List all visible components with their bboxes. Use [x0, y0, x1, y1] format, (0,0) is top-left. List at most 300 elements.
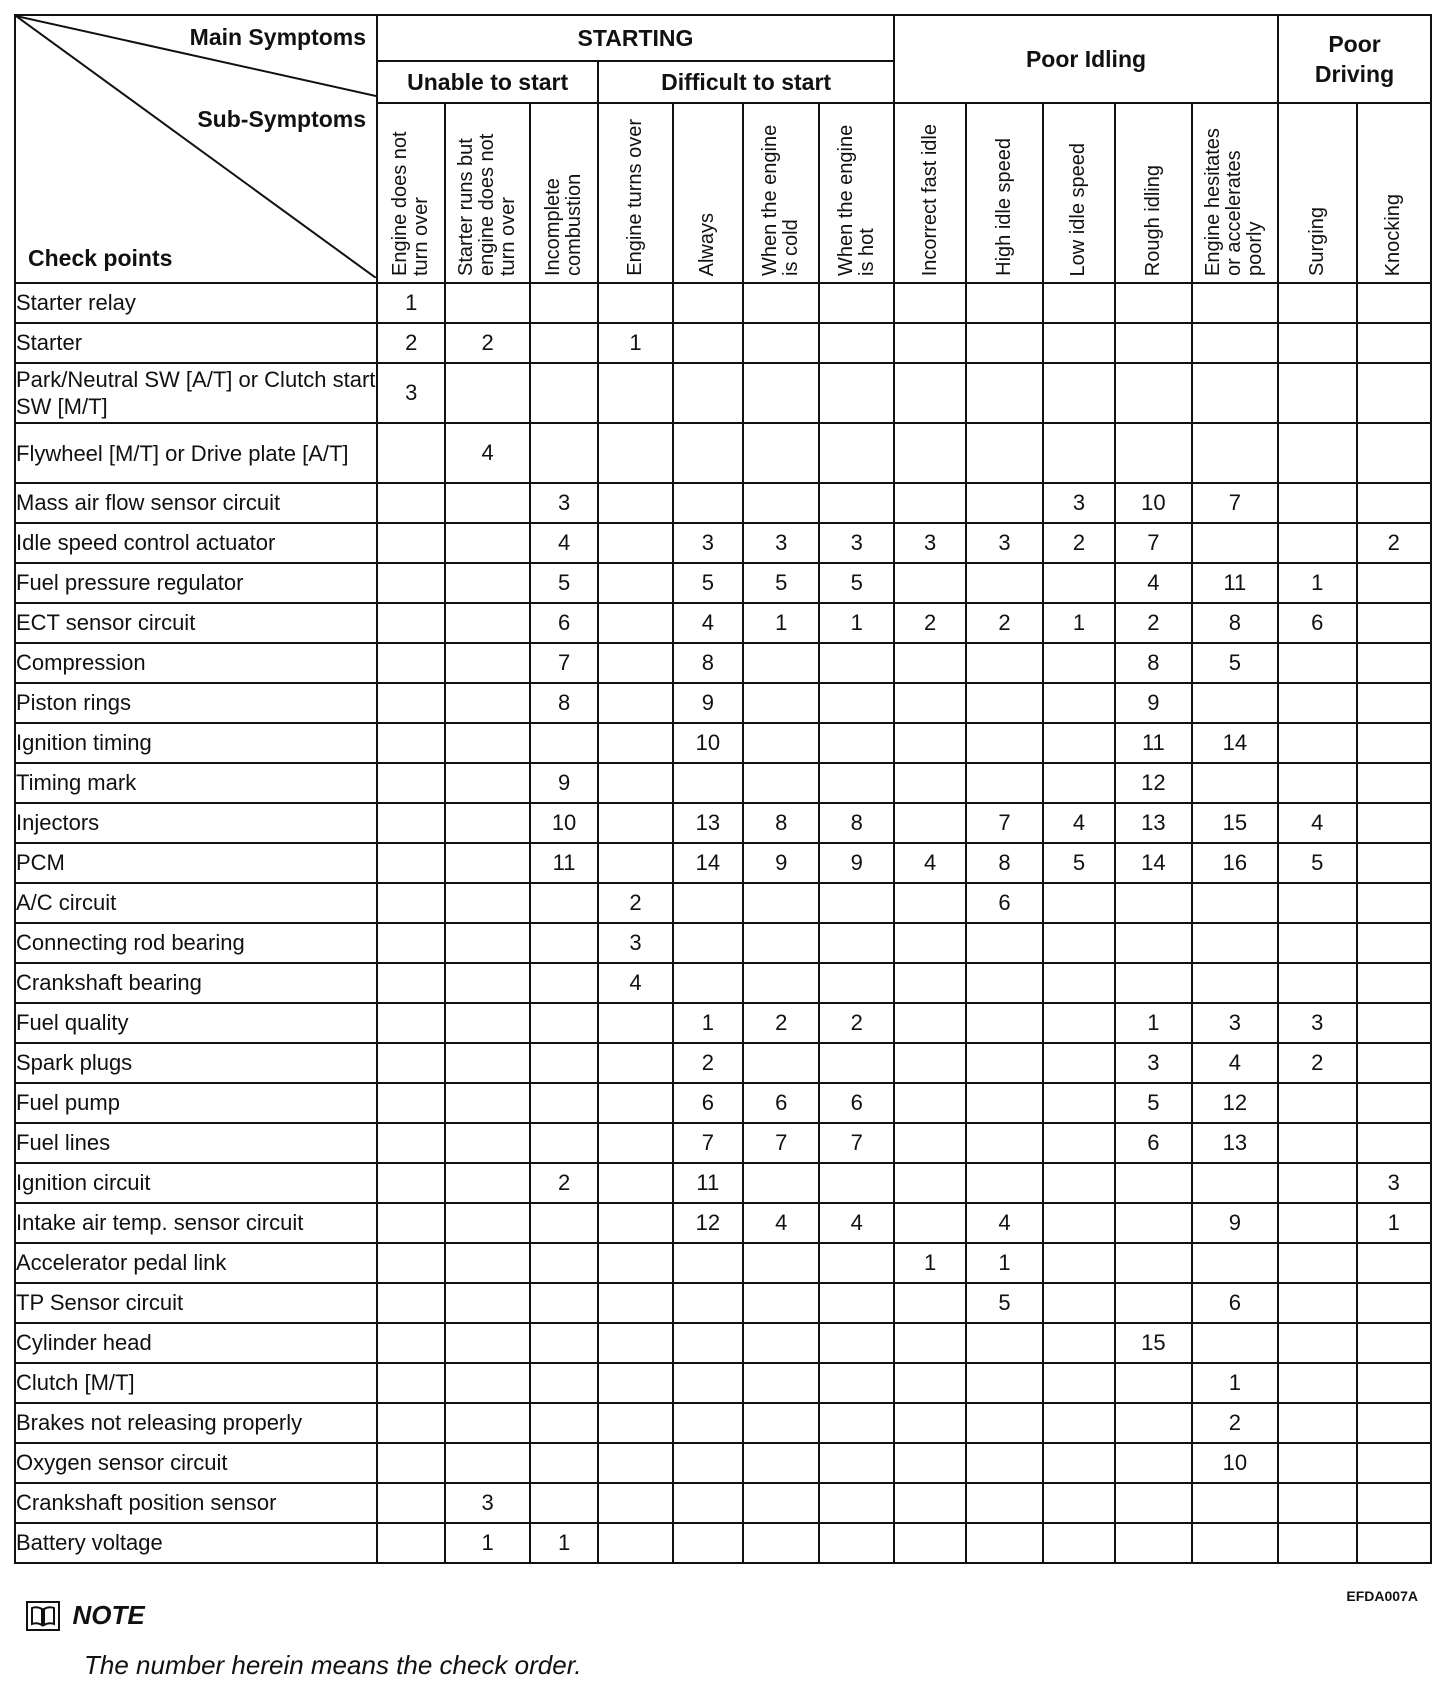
sub-symptom-header: [743, 103, 819, 283]
check-order-cell: [1357, 563, 1432, 603]
check-order-cell: [1115, 923, 1191, 963]
check-order-cell: [1278, 643, 1356, 683]
table-row: [15, 923, 1431, 963]
check-order-cell: 2: [819, 1003, 893, 1043]
check-order-cell: [445, 843, 529, 883]
check-order-cell: 3: [377, 363, 445, 423]
check-order-cell: [673, 1363, 743, 1403]
check-order-cell: [894, 323, 966, 363]
check-point-label: Clutch [M/T]: [15, 1363, 377, 1403]
check-order-cell: 9: [743, 843, 819, 883]
check-order-cell: 3: [1192, 1003, 1278, 1043]
check-order-cell: 3: [598, 923, 672, 963]
check-order-cell: [894, 1283, 966, 1323]
check-order-cell: [1357, 1003, 1432, 1043]
check-order-cell: [673, 1483, 743, 1523]
check-point-label: Starter: [15, 323, 377, 363]
check-order-cell: [894, 963, 966, 1003]
sub-symptom-label: Engine hesitates or accelerates poorly: [1202, 128, 1267, 276]
check-order-cell: 3: [1357, 1163, 1432, 1203]
check-order-cell: [1278, 1083, 1356, 1123]
check-order-cell: [377, 1243, 445, 1283]
check-order-cell: [743, 283, 819, 323]
check-order-cell: [743, 1163, 819, 1203]
sub-symptom-header: [966, 103, 1042, 283]
check-order-cell: [530, 1283, 598, 1323]
check-order-cell: [673, 363, 743, 423]
check-order-cell: [1043, 363, 1115, 423]
check-order-cell: [966, 963, 1042, 1003]
check-order-cell: [673, 763, 743, 803]
check-order-cell: [819, 643, 893, 683]
check-order-cell: 13: [1115, 803, 1191, 843]
check-order-cell: [598, 723, 672, 763]
check-order-cell: [1357, 483, 1432, 523]
check-order-cell: [819, 763, 893, 803]
check-order-cell: [1192, 1243, 1278, 1283]
check-point-label: Oxygen sensor circuit: [15, 1443, 377, 1483]
check-order-cell: [1357, 1083, 1432, 1123]
check-order-cell: [1278, 1203, 1356, 1243]
check-order-cell: 1: [1278, 563, 1356, 603]
check-order-cell: [445, 683, 529, 723]
table-row: [15, 683, 1431, 723]
check-point-label: Piston rings: [15, 683, 377, 723]
check-order-cell: [1278, 1363, 1356, 1403]
check-order-cell: [1357, 1443, 1432, 1483]
check-order-cell: [598, 1483, 672, 1523]
check-order-cell: [743, 723, 819, 763]
check-order-cell: [743, 923, 819, 963]
check-order-cell: [743, 1243, 819, 1283]
check-order-cell: 1: [1115, 1003, 1191, 1043]
check-order-cell: 4: [673, 603, 743, 643]
check-point-label: Battery voltage: [15, 1523, 377, 1563]
check-order-cell: 4: [966, 1203, 1042, 1243]
sub-symptom-header: [1115, 103, 1191, 283]
check-order-cell: [743, 963, 819, 1003]
check-order-cell: [598, 1003, 672, 1043]
check-point-label: Timing mark: [15, 763, 377, 803]
check-order-cell: [445, 1163, 529, 1203]
check-order-cell: [894, 683, 966, 723]
check-order-cell: [1357, 423, 1432, 483]
check-order-cell: 5: [530, 563, 598, 603]
check-order-cell: [1192, 523, 1278, 563]
check-order-cell: [743, 363, 819, 423]
check-order-cell: 7: [819, 1123, 893, 1163]
check-order-cell: 4: [1192, 1043, 1278, 1083]
sub-symptom-label: When the engine is cold: [759, 124, 803, 276]
check-order-cell: 8: [530, 683, 598, 723]
check-order-cell: 9: [1115, 683, 1191, 723]
check-order-cell: [894, 1123, 966, 1163]
check-order-cell: [894, 1443, 966, 1483]
sub-symptom-label: Incorrect fast idle: [918, 123, 941, 276]
check-order-cell: [894, 1523, 966, 1563]
check-order-cell: [894, 643, 966, 683]
check-order-cell: [1357, 763, 1432, 803]
check-order-cell: [1115, 423, 1191, 483]
check-point-label: Ignition circuit: [15, 1163, 377, 1203]
check-order-cell: [1043, 1363, 1115, 1403]
check-order-cell: [1043, 1003, 1115, 1043]
check-order-cell: 6: [673, 1083, 743, 1123]
sub-symptom-label: Engine turns over: [623, 119, 646, 276]
check-order-cell: 2: [1278, 1043, 1356, 1083]
check-order-cell: 3: [673, 523, 743, 563]
check-order-cell: 5: [1278, 843, 1356, 883]
check-order-cell: [743, 423, 819, 483]
table-row: [15, 1323, 1431, 1363]
check-order-cell: [377, 1083, 445, 1123]
check-order-cell: 1: [377, 283, 445, 323]
check-order-cell: [966, 1363, 1042, 1403]
check-order-cell: [743, 1443, 819, 1483]
check-order-cell: [1357, 683, 1432, 723]
check-order-cell: [966, 1323, 1042, 1363]
check-order-cell: [1357, 323, 1432, 363]
check-order-cell: [445, 603, 529, 643]
check-order-cell: [377, 1283, 445, 1323]
check-order-cell: [673, 1283, 743, 1323]
check-order-cell: [1192, 1483, 1278, 1523]
check-order-cell: [673, 323, 743, 363]
check-order-cell: [894, 1083, 966, 1123]
sub-symptom-header: [377, 103, 445, 283]
check-order-cell: 8: [819, 803, 893, 843]
table-row: [15, 1523, 1431, 1563]
check-order-cell: [445, 883, 529, 923]
check-order-cell: [530, 1083, 598, 1123]
check-order-cell: [673, 1243, 743, 1283]
check-order-cell: 1: [598, 323, 672, 363]
check-order-cell: [1357, 723, 1432, 763]
check-order-cell: [966, 483, 1042, 523]
check-order-cell: 16: [1192, 843, 1278, 883]
check-order-cell: [530, 963, 598, 1003]
table-row: [15, 1483, 1431, 1523]
group-poor-idling: Poor Idling: [894, 15, 1278, 103]
check-order-cell: [743, 1403, 819, 1443]
check-order-cell: [530, 1203, 598, 1243]
check-order-cell: 3: [445, 1483, 529, 1523]
table-row: [15, 1203, 1431, 1243]
check-order-cell: [377, 843, 445, 883]
check-order-cell: [1043, 1523, 1115, 1563]
main-symptoms-label: Main Symptoms: [189, 24, 367, 50]
check-order-cell: [743, 1483, 819, 1523]
check-order-cell: [445, 923, 529, 963]
check-order-cell: 4: [1278, 803, 1356, 843]
check-order-cell: [1278, 523, 1356, 563]
check-order-cell: 6: [966, 883, 1042, 923]
check-order-cell: [819, 923, 893, 963]
check-order-cell: [743, 1323, 819, 1363]
check-order-cell: 4: [530, 523, 598, 563]
check-order-cell: [377, 1523, 445, 1563]
check-order-cell: [1192, 963, 1278, 1003]
check-order-cell: [530, 1043, 598, 1083]
check-point-label: Fuel quality: [15, 1003, 377, 1043]
sub-symptom-label: Always: [696, 212, 719, 276]
check-point-label: Accelerator pedal link: [15, 1243, 377, 1283]
check-order-cell: [1043, 323, 1115, 363]
check-order-cell: [377, 763, 445, 803]
check-order-cell: [1357, 1363, 1432, 1403]
check-order-cell: [1357, 843, 1432, 883]
table-row: [15, 1363, 1431, 1403]
check-order-cell: [1192, 423, 1278, 483]
check-order-cell: 11: [1115, 723, 1191, 763]
check-point-label: Cylinder head: [15, 1323, 377, 1363]
subgroup-difficult-to-start: Difficult to start: [598, 61, 894, 103]
check-point-label: Crankshaft position sensor: [15, 1483, 377, 1523]
check-order-cell: 5: [1115, 1083, 1191, 1123]
check-order-cell: [894, 1363, 966, 1403]
check-order-cell: [598, 803, 672, 843]
check-order-cell: [598, 603, 672, 643]
check-order-cell: 5: [743, 563, 819, 603]
check-order-cell: [673, 483, 743, 523]
check-order-cell: [1357, 1043, 1432, 1083]
check-order-cell: 9: [819, 843, 893, 883]
check-order-cell: [894, 723, 966, 763]
check-order-cell: [377, 603, 445, 643]
check-order-cell: [1357, 1283, 1432, 1323]
check-order-cell: [445, 363, 529, 423]
check-order-cell: [1278, 963, 1356, 1003]
table-row: [15, 643, 1431, 683]
sub-symptom-header: [673, 103, 743, 283]
poor-driving-label: Poor Driving: [1314, 31, 1395, 87]
table-row: [15, 1123, 1431, 1163]
check-order-cell: [673, 923, 743, 963]
check-order-cell: [377, 1163, 445, 1203]
check-order-cell: [1278, 923, 1356, 963]
check-order-cell: [966, 763, 1042, 803]
sub-symptom-header: [598, 103, 672, 283]
check-order-cell: [1357, 1123, 1432, 1163]
check-order-cell: 7: [1115, 523, 1191, 563]
check-order-cell: [1357, 963, 1432, 1003]
check-order-cell: 6: [1192, 1283, 1278, 1323]
check-order-cell: [966, 1403, 1042, 1443]
check-order-cell: [530, 883, 598, 923]
check-order-cell: [530, 1003, 598, 1043]
check-order-cell: [966, 683, 1042, 723]
check-order-cell: [1357, 603, 1432, 643]
check-order-cell: [894, 1043, 966, 1083]
check-order-cell: [966, 723, 1042, 763]
check-order-cell: [966, 643, 1042, 683]
check-order-cell: [445, 483, 529, 523]
check-order-cell: [1357, 883, 1432, 923]
check-order-cell: [598, 483, 672, 523]
table-row: [15, 843, 1431, 883]
check-order-cell: [530, 1243, 598, 1283]
check-order-cell: [1043, 1163, 1115, 1203]
check-point-label: PCM: [15, 843, 377, 883]
troubleshooting-table: [14, 14, 1432, 1564]
diagonal-lines: [16, 16, 376, 278]
check-order-cell: [445, 723, 529, 763]
check-order-cell: [1278, 1123, 1356, 1163]
check-order-cell: [445, 1083, 529, 1123]
check-order-cell: 2: [1357, 523, 1432, 563]
check-order-cell: 8: [743, 803, 819, 843]
table-row: [15, 423, 1431, 483]
check-order-cell: [1043, 643, 1115, 683]
check-order-cell: [673, 1523, 743, 1563]
check-order-cell: [445, 1243, 529, 1283]
check-order-cell: [445, 643, 529, 683]
check-order-cell: [1278, 1323, 1356, 1363]
check-point-label: Flywheel [M/T] or Drive plate [A/T]: [15, 423, 377, 483]
check-order-cell: 6: [819, 1083, 893, 1123]
check-order-cell: [1192, 1163, 1278, 1203]
check-order-cell: [1278, 283, 1356, 323]
table-row: [15, 603, 1431, 643]
sub-symptom-label: Knocking: [1382, 193, 1405, 276]
check-order-cell: [1043, 283, 1115, 323]
check-order-cell: [966, 423, 1042, 483]
check-order-cell: 12: [1115, 763, 1191, 803]
check-order-cell: [894, 803, 966, 843]
check-order-cell: 10: [1192, 1443, 1278, 1483]
check-order-cell: [377, 423, 445, 483]
check-order-cell: [445, 1403, 529, 1443]
check-order-cell: [445, 563, 529, 603]
check-order-cell: [966, 563, 1042, 603]
check-order-cell: [1192, 323, 1278, 363]
table-row: [15, 803, 1431, 843]
check-order-cell: [1278, 1403, 1356, 1443]
table-row: [15, 1163, 1431, 1203]
sub-symptom-header: [445, 103, 529, 283]
check-order-cell: [1278, 1483, 1356, 1523]
check-order-cell: [598, 1283, 672, 1323]
sub-symptom-header: [894, 103, 966, 283]
check-order-cell: 1: [966, 1243, 1042, 1283]
check-order-cell: 12: [673, 1203, 743, 1243]
table-row: [15, 563, 1431, 603]
check-order-cell: [598, 1203, 672, 1243]
check-order-cell: 6: [1278, 603, 1356, 643]
check-order-cell: [530, 723, 598, 763]
check-order-cell: [598, 763, 672, 803]
check-order-cell: [1278, 1443, 1356, 1483]
check-order-cell: [445, 283, 529, 323]
check-order-cell: [819, 423, 893, 483]
check-order-cell: [377, 1043, 445, 1083]
check-order-cell: 9: [673, 683, 743, 723]
check-order-cell: [673, 283, 743, 323]
check-order-cell: 4: [598, 963, 672, 1003]
check-order-cell: [598, 363, 672, 423]
check-order-cell: [819, 963, 893, 1003]
check-order-cell: [673, 1323, 743, 1363]
check-order-cell: [966, 923, 1042, 963]
check-order-cell: [1357, 363, 1432, 423]
check-order-cell: [894, 363, 966, 423]
check-order-cell: 13: [673, 803, 743, 843]
check-order-cell: 4: [743, 1203, 819, 1243]
check-order-cell: 15: [1192, 803, 1278, 843]
check-order-cell: 3: [1278, 1003, 1356, 1043]
check-order-cell: 11: [530, 843, 598, 883]
check-order-cell: 1: [819, 603, 893, 643]
check-point-label: TP Sensor circuit: [15, 1283, 377, 1323]
check-order-cell: 14: [1192, 723, 1278, 763]
check-order-cell: [598, 1243, 672, 1283]
check-order-cell: [598, 1523, 672, 1563]
check-order-cell: [530, 1363, 598, 1403]
check-order-cell: [598, 1323, 672, 1363]
check-order-cell: 2: [894, 603, 966, 643]
check-order-cell: 3: [1115, 1043, 1191, 1083]
check-order-cell: [819, 1043, 893, 1083]
check-order-cell: [966, 1043, 1042, 1083]
check-order-cell: [1278, 763, 1356, 803]
check-order-cell: [530, 1403, 598, 1443]
check-order-cell: [1278, 883, 1356, 923]
check-order-cell: [377, 483, 445, 523]
check-order-cell: [1278, 363, 1356, 423]
check-order-cell: [598, 283, 672, 323]
check-order-cell: [743, 323, 819, 363]
check-point-label: Ignition timing: [15, 723, 377, 763]
check-point-label: Compression: [15, 643, 377, 683]
check-order-cell: [819, 283, 893, 323]
check-order-cell: 4: [894, 843, 966, 883]
check-order-cell: [894, 1483, 966, 1523]
check-order-cell: 2: [673, 1043, 743, 1083]
book-icon: [26, 1601, 60, 1631]
check-order-cell: [1278, 1283, 1356, 1323]
table-row: [15, 363, 1431, 423]
check-order-cell: [1278, 723, 1356, 763]
table-row: [15, 523, 1431, 563]
check-order-cell: [445, 763, 529, 803]
table-row: [15, 1283, 1431, 1323]
check-order-cell: [894, 1163, 966, 1203]
check-point-label: Intake air temp. sensor circuit: [15, 1203, 377, 1243]
check-order-cell: 4: [445, 423, 529, 483]
note-title: NOTE: [72, 1600, 145, 1630]
check-order-cell: [819, 683, 893, 723]
check-order-cell: [445, 1203, 529, 1243]
check-order-cell: [598, 1163, 672, 1203]
check-order-cell: [598, 563, 672, 603]
check-order-cell: [1278, 683, 1356, 723]
check-order-cell: 8: [673, 643, 743, 683]
check-order-cell: [1043, 423, 1115, 483]
check-order-cell: [819, 1403, 893, 1443]
check-order-cell: [377, 923, 445, 963]
check-order-cell: [743, 1523, 819, 1563]
check-order-cell: [530, 1323, 598, 1363]
check-order-cell: [1357, 1243, 1432, 1283]
check-order-cell: [1043, 1483, 1115, 1523]
sub-symptom-label: Surging: [1305, 207, 1328, 276]
check-order-cell: [598, 1083, 672, 1123]
check-order-cell: 13: [1192, 1123, 1278, 1163]
check-order-cell: [1115, 1163, 1191, 1203]
check-points-label: Check points: [28, 245, 173, 271]
table-row: [15, 1443, 1431, 1483]
check-order-cell: [598, 843, 672, 883]
